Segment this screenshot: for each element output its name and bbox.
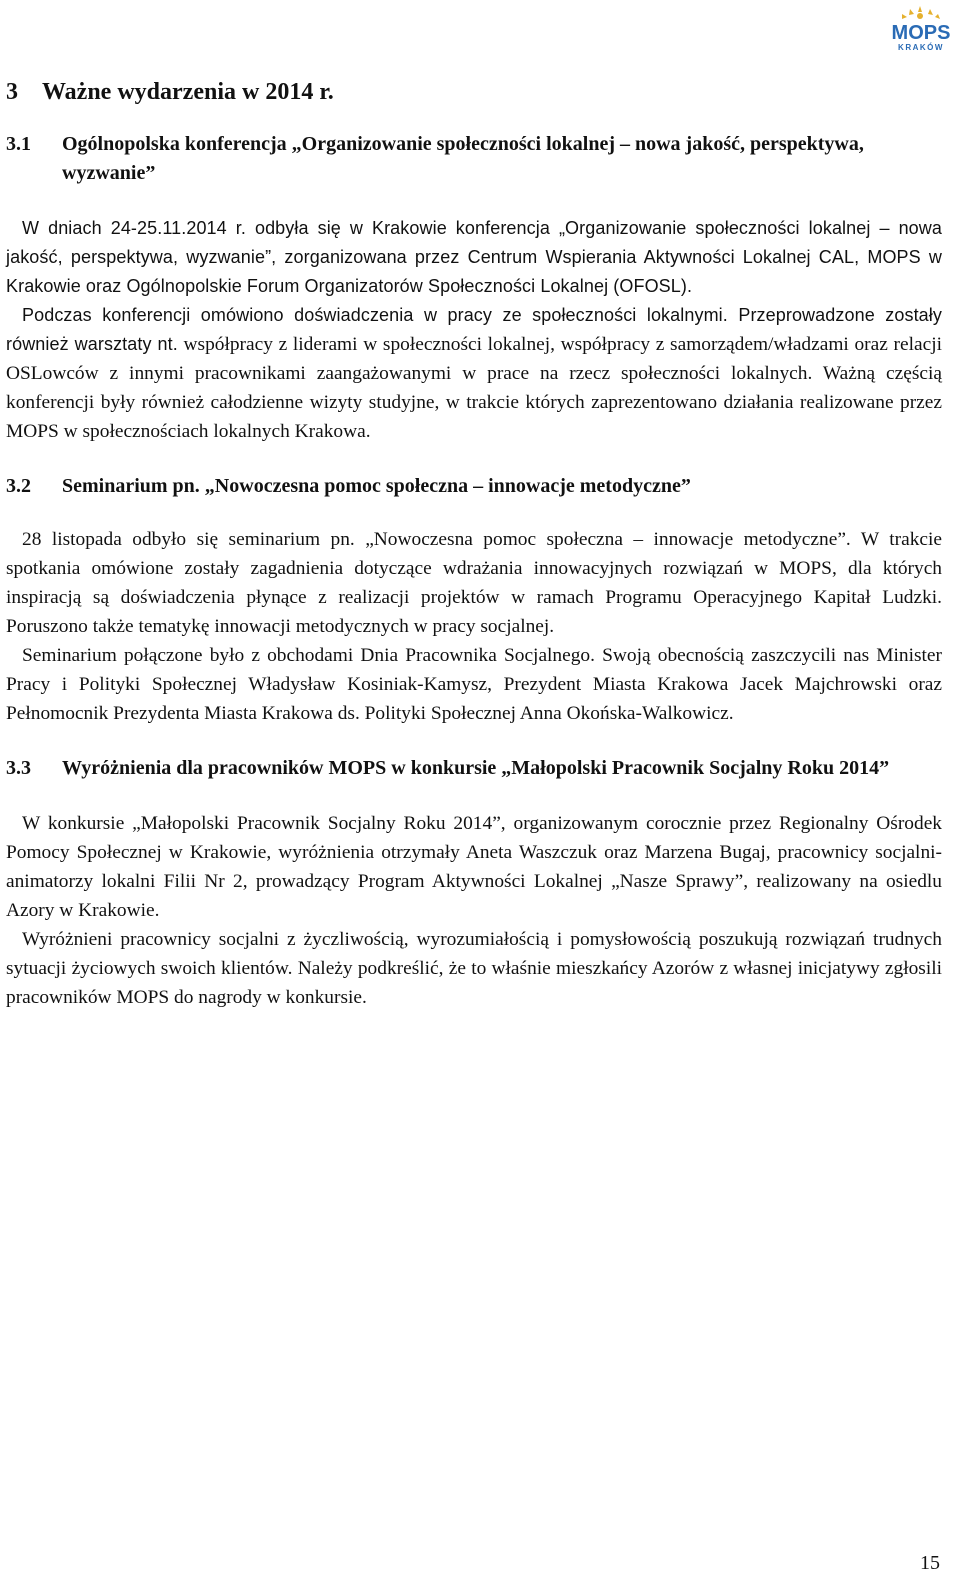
section-3-1-heading [6, 130, 942, 188]
logo-krakow-text: KRAKÓW [898, 43, 944, 52]
section-3-2-body [6, 525, 942, 728]
document-body [6, 74, 942, 1012]
page-number: 15 [920, 1552, 940, 1574]
paragraph: W konkursie „Małopolski Pracownik Socjalny Roku 2014”, organizowanym corocznie przez Regionalny Ośrodek Pomocy Społecznej w Krakowie, wyróżnienia otrzymały Aneta Waszczuk oraz Marzena Bugaj, pracownicy socjalni-animatorzy lokalni Filii Nr 2, prowadzący Program Aktywności Lokalnej „Nasze Sprawy”, realizowany na osiedlu Azory w Krakowie. [6, 813, 942, 921]
section-3-2-heading [6, 472, 942, 501]
logo-mops-text: MOPS [891, 22, 951, 44]
mops-logo-graphic [890, 4, 952, 54]
paragraph: 28 listopada odbyło się seminarium pn. „Nowoczesna pomoc społeczna – innowacje metodyczne”. W trakcie spotkania omówione zostały zagadnienia dotyczące wdrażania innowacyjnych rozwiązań w MOPS, dla których inspiracją są doświadczenia płynące z realizacji projektów w ramach Programu Operacyjnego Kapitał Ludzki. Poruszono także tematykę innowacji metodycznych w pracy socjalnej. [6, 529, 942, 637]
section-3-3-body [6, 809, 942, 1012]
chapter-title: Ważne wydarzenia w 2014 r. [42, 79, 334, 105]
paragraph: W dniach 24-25.11.2014 r. odbyła się w Krakowie konferencja „Organizowanie społeczności lokalnej – nowa jakość, perspektywa, wyzwanie”, zorganizowana przez Centrum Wspierania Aktywności Lokalnej CAL, MOPS w Krakowie oraz Ogólnopolskie Forum Organizatorów Społeczności Lokalnej (OFOSL). [6, 218, 942, 296]
section-3-3-heading [6, 754, 942, 783]
paragraph [6, 301, 942, 446]
section-number: 3.3 [6, 757, 31, 779]
crown-icon [902, 6, 940, 19]
section-number: 3.2 [6, 475, 31, 497]
section-title: Wyróżnienia dla pracowników MOPS w konkursie „Małopolski Pracownik Socjalny Roku 2014” [62, 757, 890, 779]
section-3-1-body [6, 214, 942, 446]
chapter-number: 3 [6, 79, 18, 105]
paragraph: Wyróżnieni pracownicy socjalni z życzliwością, wyrozumiałością i pomysłowością poszukują rozwiązań trudnych sytuacji życiowych swoich klientów. Należy podkreślić, że to właśnie mieszkańcy Azorów z własnej inicjatywy zgłosili pracowników MOPS do nagrody w konkursie. [6, 929, 942, 1008]
paragraph-sans-part: Podczas konferencji omówiono doświadczenia w pracy ze społeczności lokalnymi. Przeprowadzone zostały również warsztaty nt. [6, 305, 942, 354]
section-title: Ogólnopolska konferencja „Organizowanie społeczności lokalnej – nowa jakość, perspektywa, wyzwanie” [62, 133, 864, 184]
mops-logo [890, 4, 952, 54]
paragraph-serif-part: współpracy z liderami w społeczności lokalnej, współpracy z samorządem/władzami oraz relacji OSLowców z innymi pracownikami zaangażowanymi w prace na rzecz społeczności lokalnych. Ważną częścią konferencji były również całodzienne wizyty studyjne, w trakcie których zaprezentowano działania realizowane przez MOPS w społecznościach lokalnych Krakowa. [6, 334, 942, 442]
chapter-heading [6, 74, 942, 110]
section-number: 3.1 [6, 133, 31, 155]
section-title: Seminarium pn. „Nowoczesna pomoc społeczna – innowacje metodyczne” [62, 475, 691, 497]
paragraph: Seminarium połączone było z obchodami Dnia Pracownika Socjalnego. Swoją obecnością zaszczycili nas Minister Pracy i Polityki Społecznej Władysław Kosiniak-Kamysz, Prezydent Miasta Krakowa Jacek Majchrowski oraz Pełnomocnik Prezydenta Miasta Krakowa ds. Polityki Społecznej Anna Okońska-Walkowicz. [6, 645, 942, 724]
